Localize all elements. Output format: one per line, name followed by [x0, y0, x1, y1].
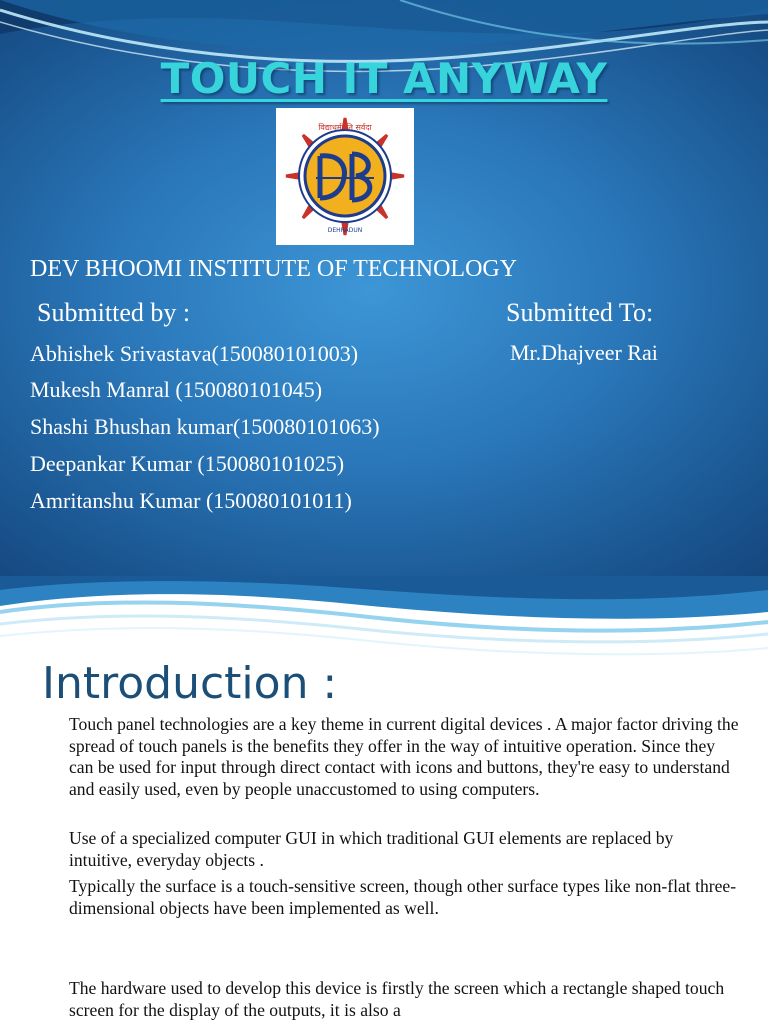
- introduction-slide: [0, 576, 768, 1024]
- logo-bottom-text: DEHRADUN: [327, 227, 363, 234]
- paragraph: Touch panel technologies are a key theme in current digital devices . A major factor driving the spread of touch panels is the benefits they offer in the way of intuitive operation. Since they can be used for input through direct contact with icons and buttons, they're easy to understand and easily used, even by people unaccustomed to using computers.: [69, 714, 739, 799]
- institute-name: DEV BHOOMI INSTITUTE OF TECHNOLOGY: [30, 256, 518, 282]
- member-name: Shashi Bhushan kumar(150080101063): [30, 414, 380, 439]
- logo-top-text: विद्याधर्मयति सर्वदा: [318, 123, 372, 132]
- member-name: Mukesh Manral (150080101045): [30, 377, 323, 402]
- institute-logo: [276, 108, 414, 245]
- institute-logo-icon: [276, 108, 414, 245]
- submitted-to-label: Submitted To:: [506, 298, 654, 327]
- paragraph: Use of a specialized computer GUI in which traditional GUI elements are replaced by intuitive, everyday objects .: [69, 828, 674, 870]
- member-name: Amritanshu Kumar (150080101011): [30, 488, 352, 513]
- submitted-by-label: Submitted by :: [37, 298, 191, 327]
- slide-title: Introduction :: [42, 658, 338, 709]
- guide-name: Mr.Dhajveer Rai: [510, 340, 658, 365]
- header-wave-decoration: [0, 576, 768, 666]
- paragraph: The hardware used to develop this device is firstly the screen which a rectangle shaped touch screen for the display of the outputs, it is also a: [69, 978, 725, 1020]
- member-name: Deepankar Kumar (150080101025): [30, 451, 345, 476]
- presentation-title: TOUCH IT ANYWAY: [160, 54, 608, 103]
- member-name: Abhishek Srivastava(150080101003): [30, 341, 359, 366]
- paragraph: Typically the surface is a touch-sensitive screen, though other surface types like non-flat three-dimensional objects have been implemented as well.: [69, 876, 737, 918]
